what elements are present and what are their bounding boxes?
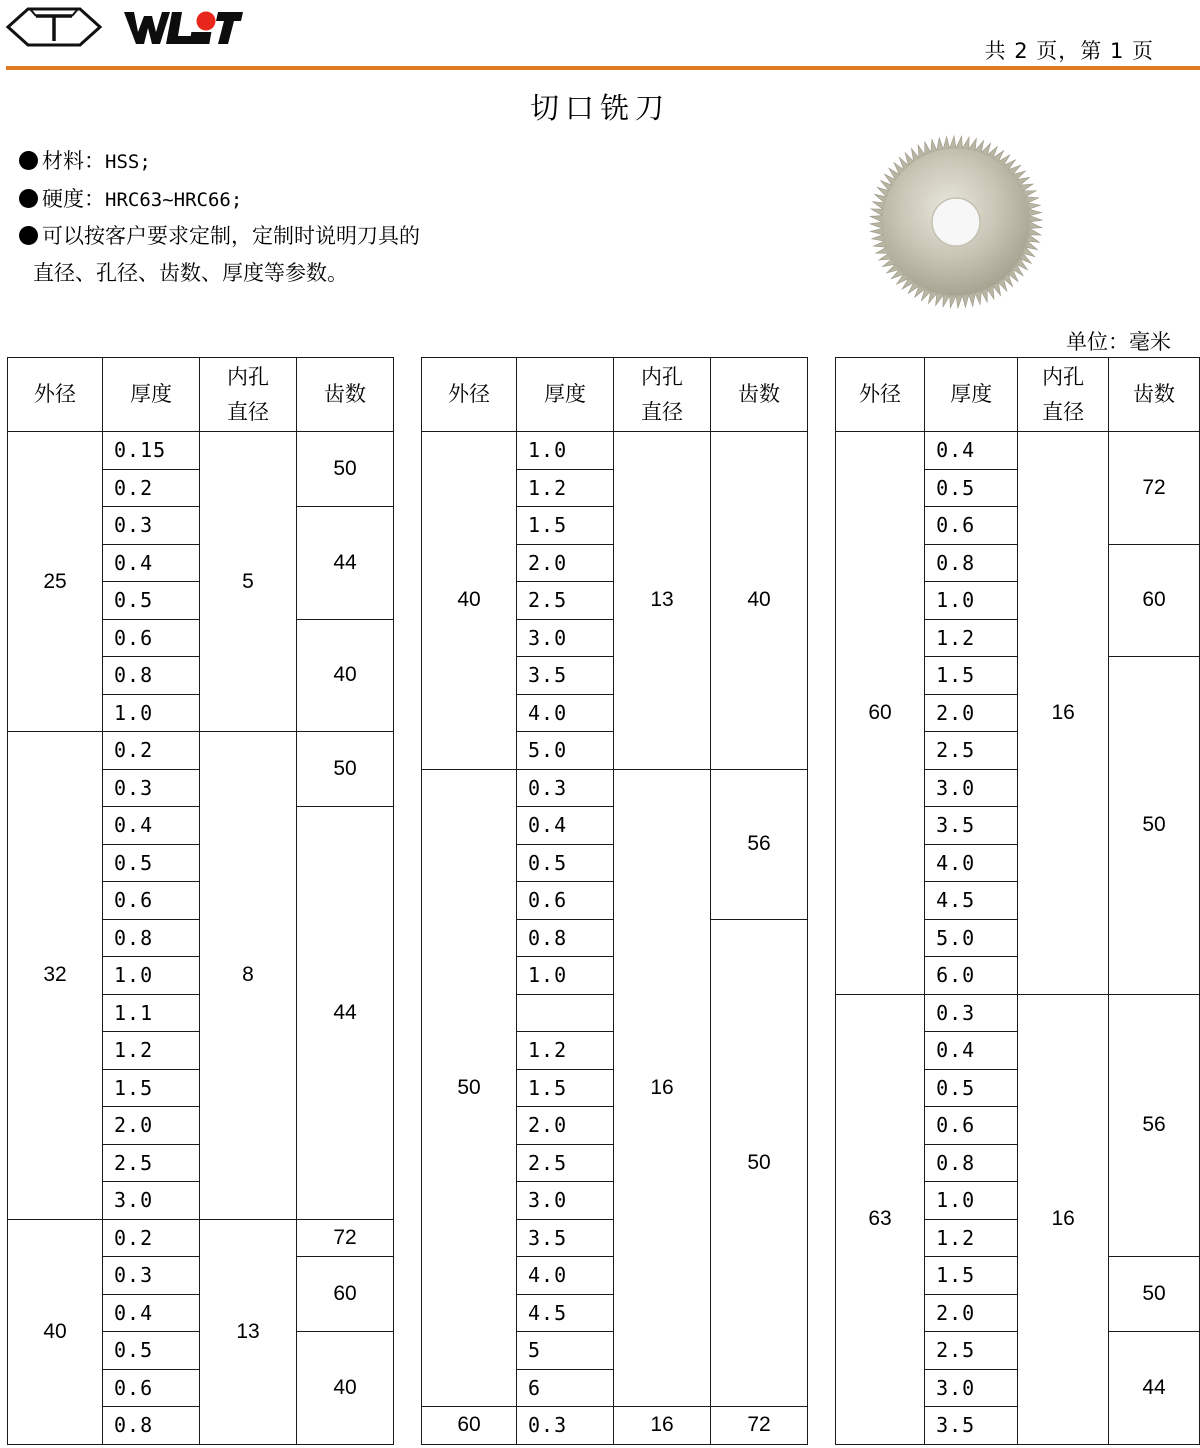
column-header-bore-line1: 内孔	[641, 364, 683, 389]
bullet-icon	[19, 226, 38, 245]
column-header-od: 外径	[422, 358, 517, 432]
cell-teeth-count: 72	[711, 1407, 808, 1445]
column-header-bore	[614, 358, 711, 432]
cell-thickness: 1.5	[925, 657, 1018, 695]
column-header-od: 外径	[836, 358, 925, 432]
cell-thickness: 1.0	[517, 957, 614, 995]
table-row	[8, 1219, 394, 1257]
cell-thickness: 4.0	[517, 1257, 614, 1295]
cell-thickness: 0.8	[103, 657, 200, 695]
cell-thickness: 2.0	[517, 544, 614, 582]
spec-list	[19, 143, 420, 291]
cell-teeth-count: 40	[297, 619, 394, 732]
cell-thickness: 5.0	[925, 919, 1018, 957]
cell-teeth-count: 40	[711, 432, 808, 770]
cell-thickness: 1.0	[517, 432, 614, 470]
cell-thickness: 3.0	[517, 619, 614, 657]
cell-thickness	[517, 994, 614, 1032]
cell-teeth-count: 50	[1109, 1257, 1200, 1332]
table-row	[836, 432, 1200, 470]
cell-teeth-count: 60	[297, 1257, 394, 1332]
cell-teeth-count: 50	[711, 919, 808, 1407]
cell-thickness: 2.0	[925, 694, 1018, 732]
cell-thickness: 2.5	[517, 582, 614, 620]
column-header-bore-line1: 内孔	[1042, 364, 1085, 389]
cell-outer-diameter: 40	[8, 1219, 103, 1444]
cell-thickness: 2.0	[103, 1107, 200, 1145]
cell-thickness: 0.8	[103, 919, 200, 957]
cell-thickness: 2.0	[925, 1294, 1018, 1332]
cell-thickness: 3.0	[517, 1182, 614, 1220]
cell-thickness: 0.5	[103, 1332, 200, 1370]
cell-thickness: 0.3	[517, 1407, 614, 1445]
cell-thickness: 0.6	[925, 1107, 1018, 1145]
cell-thickness: 0.3	[103, 1257, 200, 1295]
header-divider	[6, 66, 1200, 70]
column-header-teeth: 齿数	[1109, 358, 1200, 432]
spec-custom	[19, 218, 420, 255]
cell-thickness: 1.5	[925, 1257, 1018, 1295]
column-header-bore-line2: 直径	[227, 399, 269, 424]
size-table-3	[835, 357, 1200, 1445]
cell-teeth-count: 72	[297, 1219, 394, 1257]
cell-thickness: 0.5	[103, 844, 200, 882]
slitting-saw-image	[866, 132, 1046, 312]
cell-outer-diameter: 50	[422, 769, 517, 1407]
cell-thickness: 0.8	[103, 1407, 200, 1445]
spec-value: HSS;	[105, 151, 151, 173]
cell-thickness: 0.3	[925, 994, 1018, 1032]
cell-teeth-count: 44	[297, 807, 394, 1220]
cell-thickness: 0.3	[103, 507, 200, 545]
cell-outer-diameter: 60	[422, 1407, 517, 1445]
cell-thickness: 3.5	[925, 807, 1018, 845]
column-header-bore-line2: 直径	[641, 399, 683, 424]
cell-thickness: 1.0	[925, 582, 1018, 620]
bullet-icon	[19, 189, 38, 208]
cell-thickness: 1.5	[517, 507, 614, 545]
cell-thickness: 0.4	[517, 807, 614, 845]
spec-value: HRC63~HRC66;	[105, 188, 243, 211]
spec-hardness	[19, 181, 420, 219]
cell-thickness: 1.2	[103, 1032, 200, 1070]
cell-thickness: 0.3	[517, 769, 614, 807]
cell-thickness: 0.5	[925, 1069, 1018, 1107]
cell-teeth-count: 50	[297, 732, 394, 807]
table-row	[8, 432, 394, 470]
cell-outer-diameter: 25	[8, 432, 103, 732]
spec-material	[19, 143, 420, 181]
cell-teeth-count: 44	[297, 507, 394, 620]
cell-bore-diameter: 8	[200, 732, 297, 1220]
unit-label: 单位：毫米	[1066, 330, 1171, 354]
cell-thickness: 0.2	[103, 469, 200, 507]
cell-thickness: 4.0	[925, 844, 1018, 882]
cell-thickness: 1.5	[103, 1069, 200, 1107]
cell-teeth-count: 60	[1109, 544, 1200, 657]
cell-bore-diameter: 13	[200, 1219, 297, 1444]
column-header-bore-line1: 内孔	[227, 364, 269, 389]
cell-thickness: 2.5	[103, 1144, 200, 1182]
cell-outer-diameter: 40	[422, 432, 517, 770]
cell-thickness: 1.5	[517, 1069, 614, 1107]
cell-teeth-count: 50	[1109, 657, 1200, 995]
cell-thickness: 0.6	[517, 882, 614, 920]
cell-thickness: 0.4	[103, 544, 200, 582]
table-row	[422, 432, 808, 470]
cell-thickness: 0.15	[103, 432, 200, 470]
cell-thickness: 0.5	[103, 582, 200, 620]
spec-label: 材料：	[42, 149, 105, 173]
cell-thickness: 0.6	[103, 619, 200, 657]
cell-thickness: 1.2	[517, 1032, 614, 1070]
cell-thickness: 3.0	[925, 769, 1018, 807]
cell-bore-diameter: 13	[614, 432, 711, 770]
cell-thickness: 0.4	[925, 1032, 1018, 1070]
cell-thickness: 0.2	[103, 732, 200, 770]
cell-thickness: 5	[517, 1332, 614, 1370]
cell-thickness: 1.0	[103, 694, 200, 732]
cell-thickness: 6	[517, 1369, 614, 1407]
cell-thickness: 5.0	[517, 732, 614, 770]
bullet-icon	[19, 151, 38, 170]
cell-teeth-count: 50	[297, 432, 394, 507]
spec-custom-cont: 直径、孔径、齿数、厚度等参数。	[33, 260, 348, 285]
cell-teeth-count: 44	[1109, 1332, 1200, 1445]
column-header-od: 外径	[8, 358, 103, 432]
cell-thickness: 6.0	[925, 957, 1018, 995]
cell-outer-diameter: 63	[836, 994, 925, 1444]
cell-bore-diameter: 5	[200, 432, 297, 732]
table-row	[422, 1407, 808, 1445]
table-header-row	[836, 358, 1200, 432]
column-header-bore-line2: 直径	[1042, 399, 1085, 424]
size-table-2	[421, 357, 808, 1445]
table-header-row	[8, 358, 394, 432]
column-header-thickness: 厚度	[103, 358, 200, 432]
brand-symbol-logo	[6, 5, 102, 49]
table-header-row	[422, 358, 808, 432]
cell-thickness: 1.0	[103, 957, 200, 995]
cell-thickness: 3.5	[517, 657, 614, 695]
cell-thickness: 0.4	[103, 1294, 200, 1332]
cell-teeth-count: 56	[711, 769, 808, 919]
cell-thickness: 0.6	[103, 882, 200, 920]
cell-thickness: 0.2	[103, 1219, 200, 1257]
cell-thickness: 2.5	[517, 1144, 614, 1182]
cell-thickness: 3.0	[925, 1369, 1018, 1407]
cell-thickness: 2.0	[517, 1107, 614, 1145]
cell-thickness: 1.0	[925, 1182, 1018, 1220]
brand-wordmark-logo	[122, 6, 244, 48]
cell-thickness: 0.3	[103, 769, 200, 807]
cell-thickness: 0.6	[925, 507, 1018, 545]
cell-thickness: 1.1	[103, 994, 200, 1032]
cell-teeth-count: 72	[1109, 432, 1200, 545]
cell-bore-diameter: 16	[614, 1407, 711, 1445]
cell-bore-diameter: 16	[1018, 432, 1109, 995]
cell-thickness: 1.2	[925, 619, 1018, 657]
cell-thickness: 4.5	[517, 1294, 614, 1332]
cell-thickness: 3.5	[517, 1219, 614, 1257]
cell-thickness: 4.0	[517, 694, 614, 732]
cell-thickness: 0.5	[925, 469, 1018, 507]
page-indicator: 共 2 页，第 1 页	[984, 39, 1154, 63]
spec-text: 可以按客户要求定制，定制时说明刀具的	[42, 224, 420, 248]
size-table-1	[7, 357, 394, 1445]
cell-thickness: 3.0	[103, 1182, 200, 1220]
cell-teeth-count: 56	[1109, 994, 1200, 1257]
page-title: 切口铣刀	[529, 91, 670, 125]
cell-outer-diameter: 32	[8, 732, 103, 1220]
cell-thickness: 3.5	[925, 1407, 1018, 1445]
cell-thickness: 0.4	[925, 432, 1018, 470]
cell-thickness: 0.8	[925, 1144, 1018, 1182]
column-header-teeth: 齿数	[297, 358, 394, 432]
table-row	[836, 994, 1200, 1032]
cell-thickness: 0.8	[925, 544, 1018, 582]
cell-thickness: 2.5	[925, 1332, 1018, 1370]
column-header-bore	[200, 358, 297, 432]
spec-label: 硬度：	[42, 186, 105, 211]
column-header-thickness: 厚度	[517, 358, 614, 432]
column-header-thickness: 厚度	[925, 358, 1018, 432]
cell-thickness: 4.5	[925, 882, 1018, 920]
cell-thickness: 0.5	[517, 844, 614, 882]
cell-thickness: 2.5	[925, 732, 1018, 770]
cell-bore-diameter: 16	[1018, 994, 1109, 1444]
column-header-bore	[1018, 358, 1109, 432]
table-row	[422, 769, 808, 807]
cell-thickness: 1.2	[517, 469, 614, 507]
cell-thickness: 1.2	[925, 1219, 1018, 1257]
table-row	[8, 732, 394, 770]
cell-thickness: 0.6	[103, 1369, 200, 1407]
cell-bore-diameter: 16	[614, 769, 711, 1407]
cell-thickness: 0.8	[517, 919, 614, 957]
column-header-teeth: 齿数	[711, 358, 808, 432]
cell-thickness: 0.4	[103, 807, 200, 845]
cell-teeth-count: 40	[297, 1332, 394, 1445]
cell-outer-diameter: 60	[836, 432, 925, 995]
